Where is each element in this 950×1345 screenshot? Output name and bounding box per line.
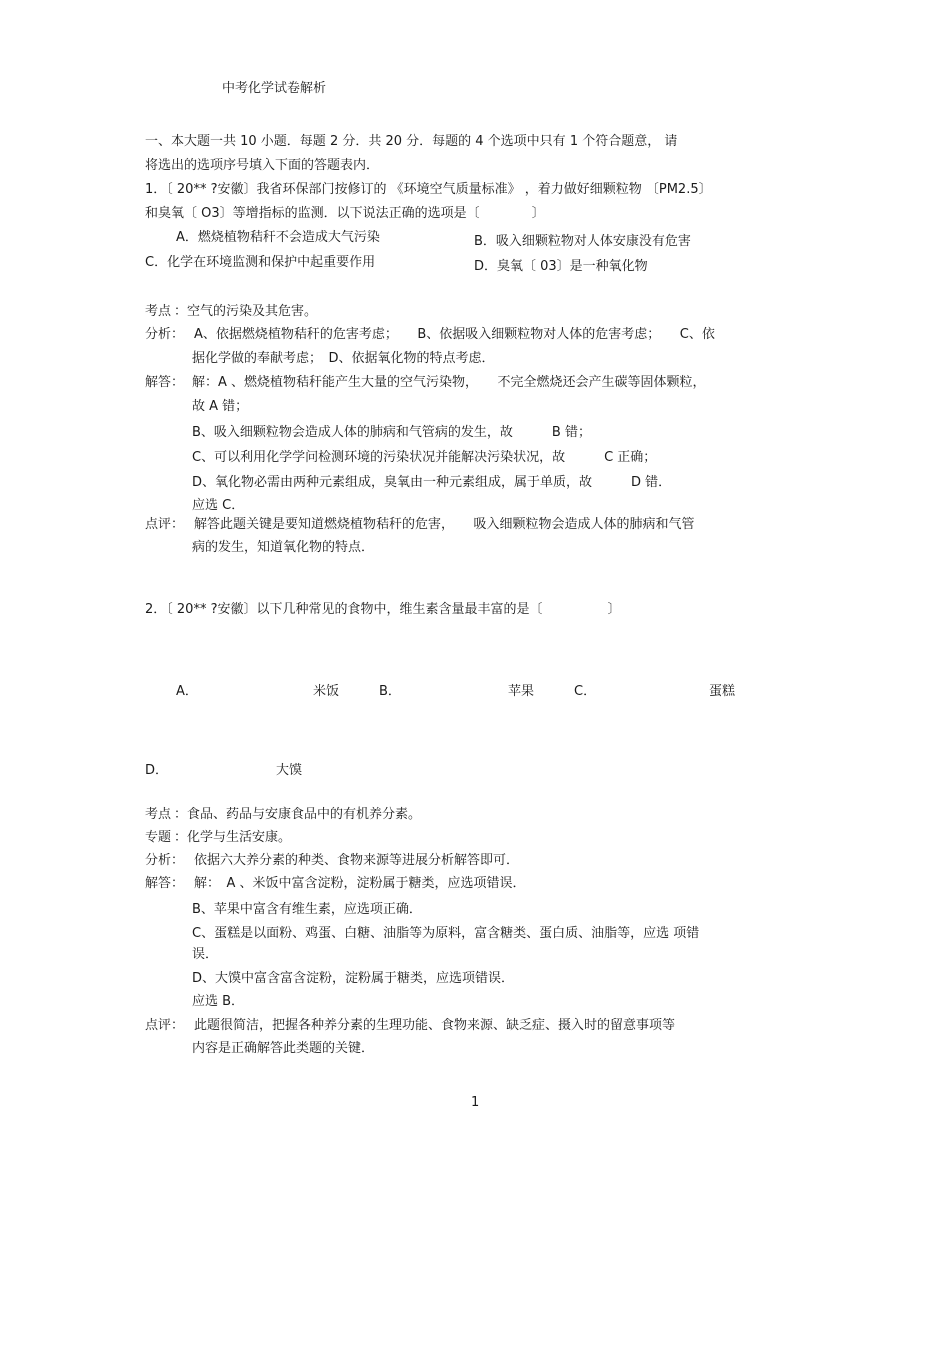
q2-jieda-line5: D、大馍中富含富含淀粉，淀粉属于糖类，应选项错误． — [192, 971, 515, 986]
q1-jieda-label: 解答： — [145, 375, 185, 390]
section1-instruction-line1: 一、本大题一共 10 小题．每题 2 分．共 20 分．每题的 4 个选项中只有 1 个符合题意， 请 — [145, 134, 678, 149]
q2-zhuanti-text: ：化学与生活安康。 — [174, 830, 292, 845]
q2-dianping-line1: 此题很简洁，把握各种养分素的生理功能、食物来源、缺乏症、摄入时的留意事项等 — [194, 1018, 676, 1033]
q1-dianping-label: 点评： — [145, 517, 185, 532]
q1-stem-line2: 和臭氧〔 O3〕等增指标的监测．以下说法正确的选项是〔 〕 — [145, 206, 545, 221]
q2-option-c-text: 蛋糕 — [709, 684, 736, 699]
q1-dianping-line2: 病的发生，知道氧化物的特点． — [192, 540, 375, 555]
q2-option-b-text: 苹果 — [508, 684, 535, 699]
q1-jieda-line5: D、氧化物必需由两种元素组成，臭氧由一种元素组成，属于单质，故 D 错． — [192, 475, 672, 490]
q2-jieda-line1: 解： A 、米饭中富含淀粉，淀粉属于糖类，应选项错误． — [194, 876, 526, 891]
q1-jieda-line2: 故 A 错； — [192, 399, 249, 414]
q2-fenxi-text: 依据六大养分素的种类、食物来源等进展分析解答即可． — [194, 853, 520, 868]
q2-option-d-text: 大馍 — [276, 763, 303, 778]
q2-fenxi-label: 分析： — [145, 853, 185, 868]
q2-stem: 2．〔 20** ?安徽〕以下几种常见的食物中，维生素含量最丰富的是〔 〕 — [145, 602, 621, 617]
q1-fenxi-label: 分析： — [145, 327, 185, 342]
q1-dianping-line1: 解答此题关键是要知道燃烧植物秸秆的危害， 吸入细颗粒物会造成人体的肺病和气管 — [194, 517, 695, 532]
section1-instruction-line2: 将选出的选项序号填入下面的答题表内． — [145, 158, 380, 173]
q1-option-a: A．燃烧植物秸秆不会造成大气污染 — [176, 230, 380, 245]
q1-jieda-line1: 解：A 、燃烧植物秸秆能产生大量的空气污染物， 不完全燃烧还会产生碳等固体颗粒， — [192, 375, 706, 390]
q1-fenxi-line1: A、依据燃烧植物秸秆的危害考虑； B、依据吸入细颗粒物对人体的危害考虑； C、依 — [194, 327, 715, 342]
q2-jieda-line4: 误． — [192, 947, 219, 962]
q1-stem-line1: 1．〔 20** ?安徽〕我省环保部门按修订的 《环境空气质量标准》 ，着力做好细颗粒物 〔PM2.5〕 — [145, 182, 712, 197]
q1-kaodian-text: ：空气的污染及其危害。 — [174, 304, 318, 319]
q1-option-b: B．吸入细颗粒物对人体安康没有危害 — [474, 234, 691, 249]
q1-jieda-line6: 应选 C． — [192, 498, 245, 513]
q2-jieda-line6: 应选 B． — [192, 994, 245, 1009]
q2-option-c-letter: C． — [574, 684, 597, 699]
q2-option-a-text: 米饭 — [313, 684, 340, 699]
q2-jieda-line2: B、苹果中富含有维生素，应选项正确． — [192, 902, 422, 917]
q2-jieda-line3: C、蛋糕是以面粉、鸡蛋、白糖、油脂等为原料，富含糖类、蛋白质、油脂等，应选 项错 — [192, 926, 700, 941]
q1-kaodian-label: 考点 — [145, 304, 172, 319]
q1-jieda-line3: B、吸入细颗粒物会造成人体的肺病和气管病的发生，故 B 错； — [192, 425, 591, 440]
q1-option-c: C．化学在环境监测和保护中起重要作用 — [145, 255, 376, 270]
q2-dianping-label: 点评： — [145, 1018, 185, 1033]
q2-kaodian-label: 考点 — [145, 807, 172, 822]
q1-option-d: D．臭氧〔 03〕是一种氧化物 — [474, 259, 648, 274]
q2-dianping-line2: 内容是正确解答此类题的关键． — [192, 1041, 375, 1056]
q2-zhuanti-label: 专题 — [145, 830, 172, 845]
q2-kaodian-text: ：食品、药品与安康食品中的有机养分素。 — [174, 807, 422, 822]
q2-option-a-letter: A． — [176, 684, 198, 699]
doc-title: 中考化学试卷解析 — [222, 81, 327, 96]
page-number: 1 — [471, 1095, 480, 1110]
q1-jieda-line4: C、可以利用化学学问检测环境的污染状况并能解决污染状况，故 C 正确； — [192, 450, 657, 465]
q2-option-d-letter: D． — [145, 763, 169, 778]
q2-option-b-letter: B． — [379, 684, 401, 699]
q2-jieda-label: 解答： — [145, 876, 185, 891]
q1-fenxi-line2: 据化学做的奉献考虑； D、依据氧化物的特点考虑． — [192, 351, 495, 366]
